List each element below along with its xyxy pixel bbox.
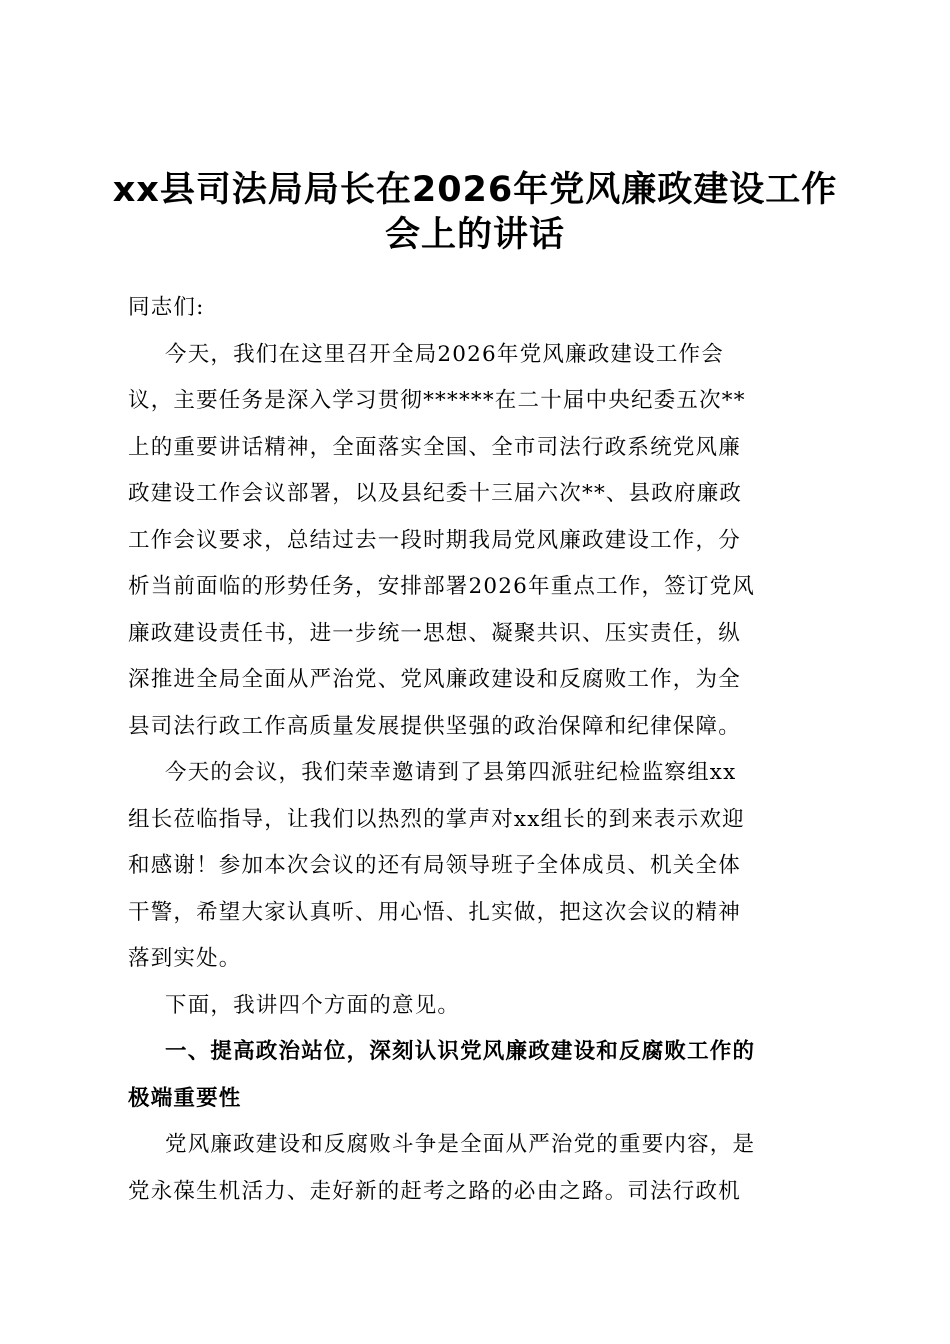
paragraph-line: 议，主要任务是深入学习贯彻******在二十届中央纪委五次** xyxy=(128,388,746,413)
paragraph-line: 干警，希望大家认真听、用心悟、扎实做，把这次会议的精神 xyxy=(128,899,741,925)
paragraph-line: 深推进全局全面从严治党、党风廉政建设和反腐败工作，为全 xyxy=(128,667,741,692)
paragraph-line: 落到实处。 xyxy=(128,946,242,971)
paragraph-line: 政建设工作会议部署，以及县纪委十三届六次**、县政府廉政 xyxy=(128,481,743,506)
title-line: xx县司法局局长在2026年党风廉政建设工作 xyxy=(112,170,838,210)
section-heading: 极端重要性 xyxy=(128,1085,242,1111)
paragraph-line: 今天，我们在这里召开全局2026年党风廉政建设工作会 xyxy=(165,341,724,367)
title-line: 会上的讲话 xyxy=(384,215,565,255)
paragraph-line: 党永葆生机活力、走好新的赶考之路的必由之路。司法行政机 xyxy=(128,1178,741,1204)
paragraph-line: 析当前面临的形势任务，安排部署2026年重点工作，签订党风 xyxy=(128,574,756,599)
section-heading: 一、提高政治站位，深刻认识党风廉政建设和反腐败工作的 xyxy=(165,1039,756,1064)
document-title xyxy=(100,168,850,258)
paragraph-line: 党风廉政建设和反腐败斗争是全面从严治党的重要内容，是 xyxy=(165,1132,756,1157)
paragraph-line: 廉政建设责任书，进一步统一思想、凝聚共识、压实责任，纵 xyxy=(128,620,741,646)
paragraph-line: 工作会议要求，总结过去一段时期我局党风廉政建设工作，分 xyxy=(128,527,741,553)
paragraph-line: 县司法行政工作高质量发展提供坚强的政治保障和纪律保障。 xyxy=(128,713,741,739)
salutation: 同志们: xyxy=(128,295,205,320)
paragraph-line: 下面，我讲四个方面的意见。 xyxy=(165,992,461,1018)
paragraph-line: 组长莅临指导，让我们以热烈的掌声对xx组长的到来表示欢迎 xyxy=(128,806,745,832)
paragraph-line: 和感谢！参加本次会议的还有局领导班子全体成员、机关全体 xyxy=(128,853,741,878)
paragraph-line: 上的重要讲话精神，全面落实全国、全市司法行政系统党风廉 xyxy=(128,434,741,460)
document-body xyxy=(128,285,828,1215)
paragraph-line: 今天的会议，我们荣幸邀请到了县第四派驻纪检监察组xx xyxy=(165,760,737,785)
